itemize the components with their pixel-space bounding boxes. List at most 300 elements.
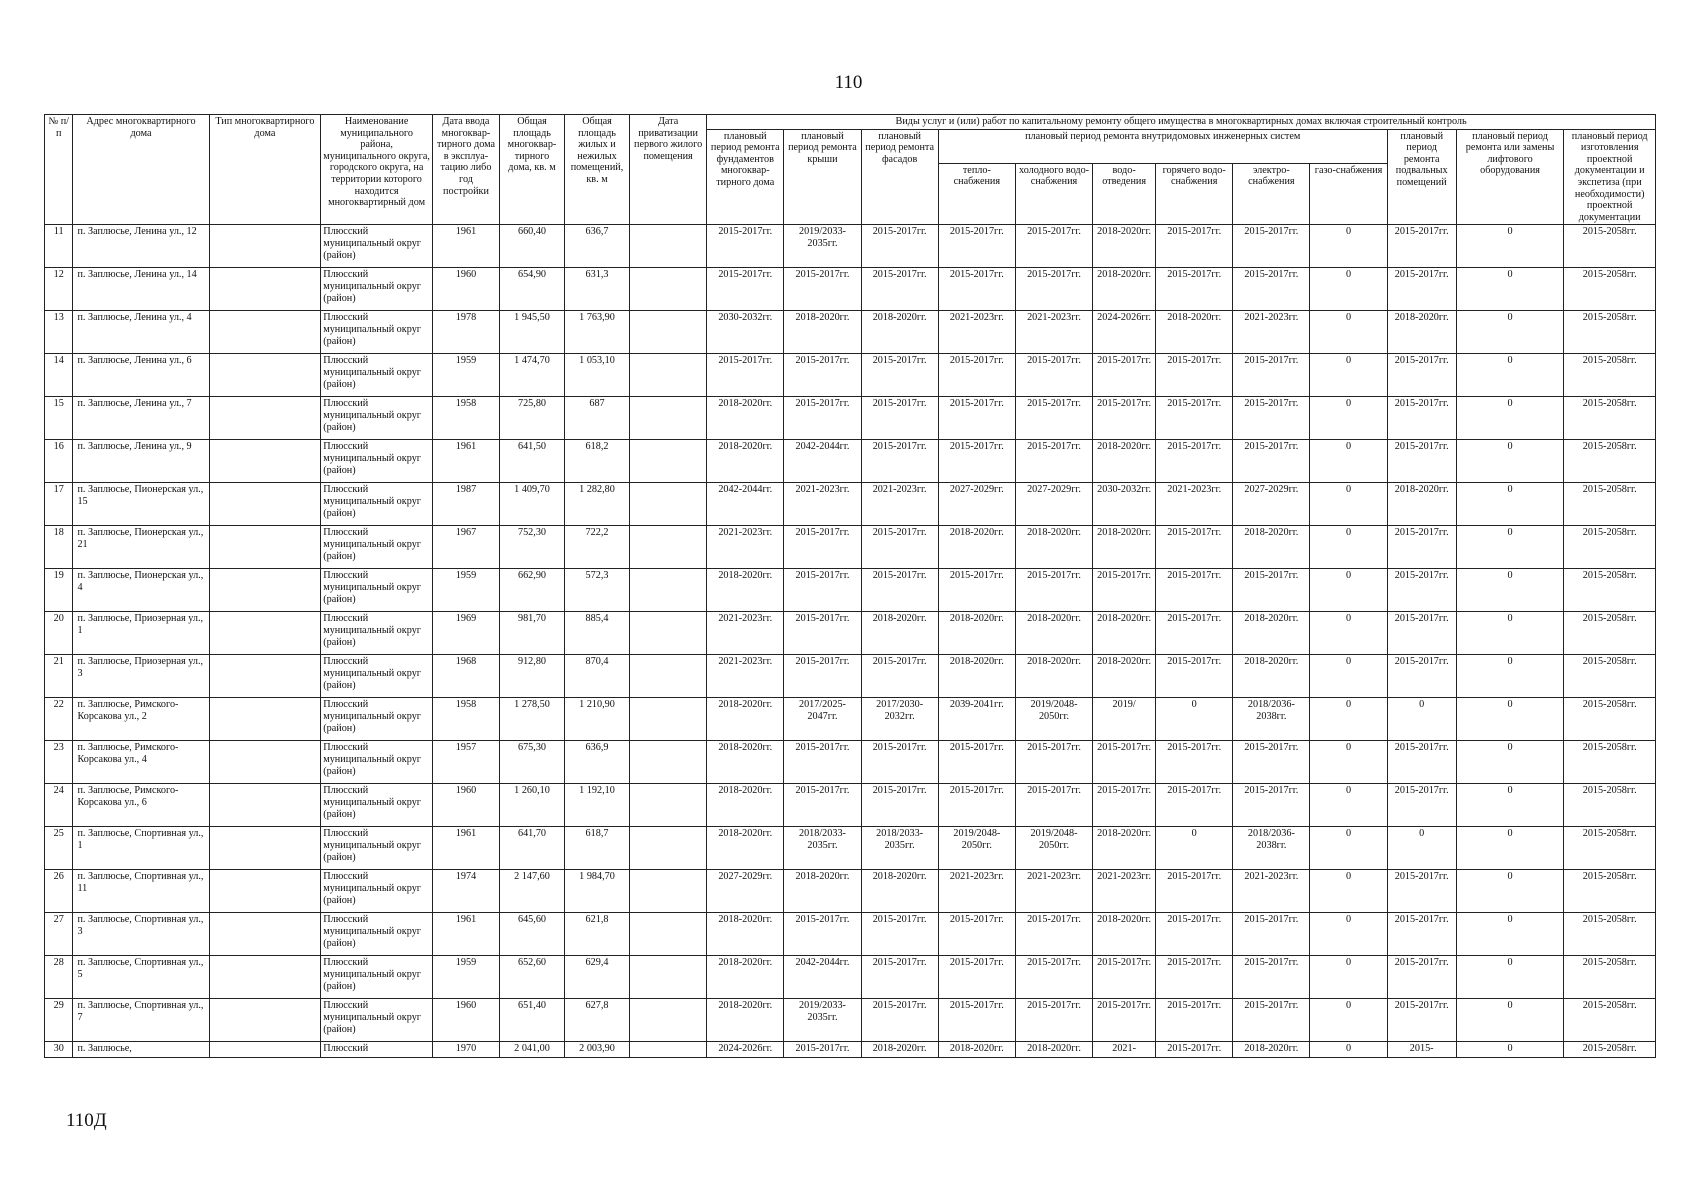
cell-roof: 2015-2017гг. <box>784 268 861 311</box>
cell-roof: 2015-2017гг. <box>784 526 861 569</box>
cell-design: 2015-2058гг. <box>1564 655 1656 698</box>
cell-living-area: 618,2 <box>565 440 630 483</box>
cell-living-area: 722,2 <box>565 526 630 569</box>
cell-cold-water: 2015-2017гг. <box>1015 999 1092 1042</box>
cell-roof: 2019/2033-2035гг. <box>784 999 861 1042</box>
cell-privatization <box>630 913 707 956</box>
cell-district: Плюсский муниципальный округ (район) <box>321 268 433 311</box>
cell-privatization <box>630 311 707 354</box>
cell-gas: 0 <box>1310 698 1387 741</box>
cell-year: 1967 <box>432 526 499 569</box>
cell-year: 1974 <box>432 870 499 913</box>
cell-address: п. Заплюсье, Ленина ул., 4 <box>73 311 209 354</box>
cell-facade: 2015-2017гг. <box>861 397 938 440</box>
cell-hot-water: 2015-2017гг. <box>1156 956 1233 999</box>
cell-type <box>209 440 321 483</box>
cell-year: 1969 <box>432 612 499 655</box>
cell-living-area: 1 282,80 <box>565 483 630 526</box>
cell-heat: 2018-2020гг. <box>938 612 1015 655</box>
cell-sewer: 2018-2020гг. <box>1093 440 1156 483</box>
cell-foundation: 2018-2020гг. <box>707 913 784 956</box>
header-basement: плановый период ремонта подвальных помещений <box>1387 129 1456 225</box>
cell-total-area: 652,60 <box>500 956 565 999</box>
header-living-area: Общая площадь жилых и нежилых помещений, кв. м <box>565 115 630 225</box>
cell-basement: 2015-2017гг. <box>1387 354 1456 397</box>
cell-electric: 2015-2017гг. <box>1233 741 1310 784</box>
cell-address: п. Заплюсье, Пионерская ул., 4 <box>73 569 209 612</box>
cell-privatization <box>630 397 707 440</box>
cell-hot-water: 0 <box>1156 827 1233 870</box>
cell-hot-water: 2015-2017гг. <box>1156 655 1233 698</box>
cell-district: Плюсский муниципальный округ (район) <box>321 784 433 827</box>
header-type: Тип многоквартирного дома <box>209 115 321 225</box>
cell-basement: 2015-2017гг. <box>1387 440 1456 483</box>
capital-repair-table <box>44 114 1656 1058</box>
cell-address: п. Заплюсье, Спортивная ул., 7 <box>73 999 209 1042</box>
cell-total-area: 2 147,60 <box>500 870 565 913</box>
table-row <box>45 483 1656 526</box>
cell-heat: 2018-2020гг. <box>938 1042 1015 1058</box>
cell-year: 1961 <box>432 440 499 483</box>
cell-heat: 2015-2017гг. <box>938 354 1015 397</box>
cell-elevator: 0 <box>1456 784 1564 827</box>
cell-address: п. Заплюсье, Ленина ул., 7 <box>73 397 209 440</box>
cell-electric: 2018-2020гг. <box>1233 612 1310 655</box>
cell-elevator: 0 <box>1456 225 1564 268</box>
cell-basement: 2015-2017гг. <box>1387 268 1456 311</box>
cell-gas: 0 <box>1310 440 1387 483</box>
cell-elevator: 0 <box>1456 440 1564 483</box>
cell-gas: 0 <box>1310 397 1387 440</box>
cell-elevator: 0 <box>1456 655 1564 698</box>
cell-gas: 0 <box>1310 526 1387 569</box>
cell-foundation: 2021-2023гг. <box>707 526 784 569</box>
cell-foundation: 2018-2020гг. <box>707 569 784 612</box>
table-row <box>45 741 1656 784</box>
cell-privatization <box>630 827 707 870</box>
cell-privatization <box>630 268 707 311</box>
cell-facade: 2015-2017гг. <box>861 526 938 569</box>
table-row <box>45 268 1656 311</box>
cell-cold-water: 2018-2020гг. <box>1015 655 1092 698</box>
cell-address: п. Заплюсье, Ленина ул., 6 <box>73 354 209 397</box>
cell-sewer: 2018-2020гг. <box>1093 913 1156 956</box>
cell-type <box>209 827 321 870</box>
cell-roof: 2015-2017гг. <box>784 569 861 612</box>
cell-gas: 0 <box>1310 569 1387 612</box>
cell-district: Плюсский муниципальный округ (район) <box>321 741 433 784</box>
cell-facade: 2018-2020гг. <box>861 612 938 655</box>
cell-year: 1959 <box>432 569 499 612</box>
cell-heat: 2021-2023гг. <box>938 311 1015 354</box>
cell-district: Плюсский муниципальный округ (район) <box>321 827 433 870</box>
cell-year: 1970 <box>432 1042 499 1058</box>
cell-gas: 0 <box>1310 956 1387 999</box>
cell-address: п. Заплюсье, Спортивная ул., 1 <box>73 827 209 870</box>
cell-num: 13 <box>45 311 73 354</box>
cell-address: п. Заплюсье, Приозерная ул., 3 <box>73 655 209 698</box>
cell-total-area: 725,80 <box>500 397 565 440</box>
cell-privatization <box>630 698 707 741</box>
cell-electric: 2027-2029гг. <box>1233 483 1310 526</box>
cell-type <box>209 956 321 999</box>
cell-roof: 2018-2020гг. <box>784 311 861 354</box>
table-row <box>45 526 1656 569</box>
cell-living-area: 1 763,90 <box>565 311 630 354</box>
cell-address: п. Заплюсье, Ленина ул., 12 <box>73 225 209 268</box>
cell-electric: 2015-2017гг. <box>1233 956 1310 999</box>
header-design: плановый период изготовления проектной документации и экспетиза (при необходимости) проектной документации <box>1564 129 1656 225</box>
cell-sewer: 2015-2017гг. <box>1093 569 1156 612</box>
cell-heat: 2027-2029гг. <box>938 483 1015 526</box>
cell-privatization <box>630 655 707 698</box>
cell-basement: 2015-2017гг. <box>1387 741 1456 784</box>
cell-num: 27 <box>45 913 73 956</box>
cell-total-area: 1 474,70 <box>500 354 565 397</box>
header-electric: электро-снабжения <box>1233 163 1310 225</box>
table-row <box>45 827 1656 870</box>
cell-living-area: 870,4 <box>565 655 630 698</box>
cell-gas: 0 <box>1310 741 1387 784</box>
cell-privatization <box>630 870 707 913</box>
cell-year: 1960 <box>432 268 499 311</box>
table-row <box>45 913 1656 956</box>
cell-facade: 2015-2017гг. <box>861 784 938 827</box>
cell-total-area: 641,50 <box>500 440 565 483</box>
cell-facade: 2017/2030-2032гг. <box>861 698 938 741</box>
cell-num: 19 <box>45 569 73 612</box>
cell-electric: 2015-2017гг. <box>1233 913 1310 956</box>
cell-district: Плюсский муниципальный округ (район) <box>321 999 433 1042</box>
cell-elevator: 0 <box>1456 1042 1564 1058</box>
cell-electric: 2015-2017гг. <box>1233 225 1310 268</box>
header-year: Дата ввода многоквар-тирного дома в эксплуа-тацию либо год постройки <box>432 115 499 225</box>
cell-facade: 2015-2017гг. <box>861 913 938 956</box>
cell-cold-water: 2015-2017гг. <box>1015 569 1092 612</box>
cell-district: Плюсский муниципальный округ (район) <box>321 225 433 268</box>
cell-total-area: 1 260,10 <box>500 784 565 827</box>
cell-roof: 2019/2033-2035гг. <box>784 225 861 268</box>
cell-foundation: 2018-2020гг. <box>707 440 784 483</box>
cell-sewer: 2015-2017гг. <box>1093 397 1156 440</box>
cell-total-area: 654,90 <box>500 268 565 311</box>
cell-basement: 2015-2017гг. <box>1387 956 1456 999</box>
cell-sewer: 2015-2017гг. <box>1093 784 1156 827</box>
cell-roof: 2015-2017гг. <box>784 354 861 397</box>
cell-year: 1958 <box>432 698 499 741</box>
cell-address: п. Заплюсье, Пионерская ул., 21 <box>73 526 209 569</box>
cell-address: п. Заплюсье, Ленина ул., 9 <box>73 440 209 483</box>
cell-district: Плюсский муниципальный округ (район) <box>321 655 433 698</box>
cell-year: 1961 <box>432 827 499 870</box>
cell-electric: 2018/2036-2038гг. <box>1233 827 1310 870</box>
cell-gas: 0 <box>1310 354 1387 397</box>
cell-roof: 2021-2023гг. <box>784 483 861 526</box>
cell-electric: 2018-2020гг. <box>1233 655 1310 698</box>
table-row <box>45 225 1656 268</box>
cell-facade: 2015-2017гг. <box>861 956 938 999</box>
cell-design: 2015-2058гг. <box>1564 440 1656 483</box>
cell-gas: 0 <box>1310 225 1387 268</box>
cell-heat: 2015-2017гг. <box>938 784 1015 827</box>
cell-facade: 2018-2020гг. <box>861 1042 938 1058</box>
cell-cold-water: 2018-2020гг. <box>1015 526 1092 569</box>
cell-hot-water: 2015-2017гг. <box>1156 612 1233 655</box>
cell-design: 2015-2058гг. <box>1564 827 1656 870</box>
cell-living-area: 1 192,10 <box>565 784 630 827</box>
cell-num: 30 <box>45 1042 73 1058</box>
table-body <box>45 225 1656 1058</box>
cell-electric: 2015-2017гг. <box>1233 569 1310 612</box>
cell-living-area: 621,8 <box>565 913 630 956</box>
cell-basement: 0 <box>1387 698 1456 741</box>
cell-sewer: 2021-2023гг. <box>1093 870 1156 913</box>
cell-basement: 2015-2017гг. <box>1387 225 1456 268</box>
cell-sewer: 2024-2026гг. <box>1093 311 1156 354</box>
cell-type <box>209 483 321 526</box>
cell-elevator: 0 <box>1456 612 1564 655</box>
cell-facade: 2015-2017гг. <box>861 655 938 698</box>
cell-district: Плюсский муниципальный округ (район) <box>321 698 433 741</box>
cell-type <box>209 784 321 827</box>
cell-heat: 2018-2020гг. <box>938 526 1015 569</box>
cell-cold-water: 2021-2023гг. <box>1015 870 1092 913</box>
cell-total-area: 1 409,70 <box>500 483 565 526</box>
cell-cold-water: 2018-2020гг. <box>1015 1042 1092 1058</box>
cell-type <box>209 870 321 913</box>
cell-foundation: 2030-2032гг. <box>707 311 784 354</box>
cell-privatization <box>630 225 707 268</box>
cell-elevator: 0 <box>1456 698 1564 741</box>
cell-facade: 2021-2023гг. <box>861 483 938 526</box>
cell-elevator: 0 <box>1456 999 1564 1042</box>
cell-type <box>209 268 321 311</box>
cell-type <box>209 526 321 569</box>
cell-living-area: 627,8 <box>565 999 630 1042</box>
page-number: 110 <box>834 72 863 93</box>
cell-living-area: 631,3 <box>565 268 630 311</box>
cell-hot-water: 2015-2017гг. <box>1156 268 1233 311</box>
cell-address: п. Заплюсье, Римского-Корсакова ул., 2 <box>73 698 209 741</box>
cell-design: 2015-2058гг. <box>1564 698 1656 741</box>
cell-living-area: 2 003,90 <box>565 1042 630 1058</box>
cell-design: 2015-2058гг. <box>1564 784 1656 827</box>
cell-sewer: 2018-2020гг. <box>1093 526 1156 569</box>
cell-elevator: 0 <box>1456 526 1564 569</box>
cell-district: Плюсский муниципальный округ (район) <box>321 526 433 569</box>
cell-district: Плюсский муниципальный округ (район) <box>321 870 433 913</box>
cell-hot-water: 2015-2017гг. <box>1156 1042 1233 1058</box>
cell-district: Плюсский муниципальный округ (район) <box>321 913 433 956</box>
cell-gas: 0 <box>1310 784 1387 827</box>
cell-num: 29 <box>45 999 73 1042</box>
cell-design: 2015-2058гг. <box>1564 569 1656 612</box>
cell-electric: 2021-2023гг. <box>1233 311 1310 354</box>
cell-heat: 2015-2017гг. <box>938 956 1015 999</box>
cell-electric: 2018-2020гг. <box>1233 526 1310 569</box>
cell-year: 1961 <box>432 913 499 956</box>
cell-roof: 2042-2044гг. <box>784 956 861 999</box>
cell-basement: 2015-2017гг. <box>1387 526 1456 569</box>
cell-hot-water: 0 <box>1156 698 1233 741</box>
cell-address: п. Заплюсье, Спортивная ул., 3 <box>73 913 209 956</box>
cell-elevator: 0 <box>1456 569 1564 612</box>
cell-living-area: 687 <box>565 397 630 440</box>
cell-roof: 2015-2017гг. <box>784 784 861 827</box>
cell-heat: 2015-2017гг. <box>938 913 1015 956</box>
cell-type <box>209 225 321 268</box>
cell-design: 2015-2058гг. <box>1564 1042 1656 1058</box>
cell-privatization <box>630 956 707 999</box>
cell-cold-water: 2018-2020гг. <box>1015 612 1092 655</box>
cell-cold-water: 2015-2017гг. <box>1015 440 1092 483</box>
cell-num: 28 <box>45 956 73 999</box>
cell-year: 1968 <box>432 655 499 698</box>
cell-type <box>209 354 321 397</box>
cell-elevator: 0 <box>1456 956 1564 999</box>
cell-type <box>209 397 321 440</box>
cell-district: Плюсский муниципальный округ (район) <box>321 569 433 612</box>
header-works-group: Виды услуг и (или) работ по капитальному ремонту общего имущества в многоквартирных домах включая строительный контроль <box>707 115 1656 130</box>
table-row <box>45 440 1656 483</box>
cell-district: Плюсский <box>321 1042 433 1058</box>
cell-design: 2015-2058гг. <box>1564 354 1656 397</box>
cell-design: 2015-2058гг. <box>1564 268 1656 311</box>
cell-num: 17 <box>45 483 73 526</box>
cell-elevator: 0 <box>1456 397 1564 440</box>
cell-sewer: 2015-2017гг. <box>1093 741 1156 784</box>
cell-sewer: 2018-2020гг. <box>1093 655 1156 698</box>
cell-district: Плюсский муниципальный округ (район) <box>321 612 433 655</box>
cell-num: 20 <box>45 612 73 655</box>
cell-year: 1960 <box>432 999 499 1042</box>
cell-hot-water: 2015-2017гг. <box>1156 440 1233 483</box>
cell-electric: 2018/2036-2038гг. <box>1233 698 1310 741</box>
cell-heat: 2015-2017гг. <box>938 268 1015 311</box>
cell-district: Плюсский муниципальный округ (район) <box>321 397 433 440</box>
cell-electric: 2015-2017гг. <box>1233 784 1310 827</box>
cell-num: 12 <box>45 268 73 311</box>
cell-num: 21 <box>45 655 73 698</box>
cell-sewer: 2018-2020гг. <box>1093 268 1156 311</box>
cell-foundation: 2018-2020гг. <box>707 827 784 870</box>
cell-roof: 2042-2044гг. <box>784 440 861 483</box>
table-row <box>45 311 1656 354</box>
cell-basement: 2015-2017гг. <box>1387 397 1456 440</box>
cell-foundation: 2018-2020гг. <box>707 741 784 784</box>
cell-gas: 0 <box>1310 655 1387 698</box>
cell-hot-water: 2015-2017гг. <box>1156 784 1233 827</box>
table-row <box>45 1042 1656 1058</box>
cell-cold-water: 2015-2017гг. <box>1015 354 1092 397</box>
cell-sewer: 2018-2020гг. <box>1093 225 1156 268</box>
cell-num: 23 <box>45 741 73 784</box>
cell-basement: 2015-2017гг. <box>1387 569 1456 612</box>
cell-roof: 2015-2017гг. <box>784 397 861 440</box>
cell-total-area: 981,70 <box>500 612 565 655</box>
cell-year: 1959 <box>432 354 499 397</box>
cell-design: 2015-2058гг. <box>1564 225 1656 268</box>
cell-cold-water: 2015-2017гг. <box>1015 397 1092 440</box>
cell-living-area: 618,7 <box>565 827 630 870</box>
cell-hot-water: 2015-2017гг. <box>1156 569 1233 612</box>
cell-living-area: 1 210,90 <box>565 698 630 741</box>
cell-hot-water: 2015-2017гг. <box>1156 913 1233 956</box>
cell-living-area: 1 984,70 <box>565 870 630 913</box>
cell-type <box>209 655 321 698</box>
cell-design: 2015-2058гг. <box>1564 483 1656 526</box>
cell-hot-water: 2015-2017гг. <box>1156 870 1233 913</box>
header-privatization: Дата приватизации первого жилого помещения <box>630 115 707 225</box>
cell-num: 16 <box>45 440 73 483</box>
cell-facade: 2018/2033-2035гг. <box>861 827 938 870</box>
cell-cold-water: 2015-2017гг. <box>1015 784 1092 827</box>
cell-electric: 2015-2017гг. <box>1233 440 1310 483</box>
cell-hot-water: 2015-2017гг. <box>1156 225 1233 268</box>
cell-privatization <box>630 784 707 827</box>
cell-basement: 2015-2017гг. <box>1387 870 1456 913</box>
cell-roof: 2015-2017гг. <box>784 913 861 956</box>
cell-total-area: 641,70 <box>500 827 565 870</box>
cell-address: п. Заплюсье, Римского-Корсакова ул., 4 <box>73 741 209 784</box>
cell-district: Плюсский муниципальный округ (район) <box>321 311 433 354</box>
cell-sewer: 2015-2017гг. <box>1093 999 1156 1042</box>
cell-cold-water: 2027-2029гг. <box>1015 483 1092 526</box>
header-elevator: плановый период ремонта или замены лифтового оборудования <box>1456 129 1564 225</box>
cell-total-area: 912,80 <box>500 655 565 698</box>
cell-privatization <box>630 354 707 397</box>
cell-heat: 2015-2017гг. <box>938 397 1015 440</box>
cell-foundation: 2015-2017гг. <box>707 268 784 311</box>
cell-facade: 2018-2020гг. <box>861 870 938 913</box>
cell-elevator: 0 <box>1456 268 1564 311</box>
cell-cold-water: 2015-2017гг. <box>1015 268 1092 311</box>
cell-elevator: 0 <box>1456 913 1564 956</box>
cell-roof: 2015-2017гг. <box>784 612 861 655</box>
table-row <box>45 569 1656 612</box>
cell-facade: 2015-2017гг. <box>861 440 938 483</box>
cell-facade: 2015-2017гг. <box>861 999 938 1042</box>
cell-hot-water: 2021-2023гг. <box>1156 483 1233 526</box>
cell-address: п. Заплюсье, <box>73 1042 209 1058</box>
cell-sewer: 2021- <box>1093 1042 1156 1058</box>
cell-cold-water: 2015-2017гг. <box>1015 913 1092 956</box>
cell-gas: 0 <box>1310 827 1387 870</box>
cell-design: 2015-2058гг. <box>1564 913 1656 956</box>
table-row <box>45 999 1656 1042</box>
cell-foundation: 2021-2023гг. <box>707 612 784 655</box>
cell-foundation: 2015-2017гг. <box>707 225 784 268</box>
cell-cold-water: 2021-2023гг. <box>1015 311 1092 354</box>
table-row <box>45 870 1656 913</box>
cell-total-area: 660,40 <box>500 225 565 268</box>
cell-num: 24 <box>45 784 73 827</box>
cell-heat: 2015-2017гг. <box>938 569 1015 612</box>
cell-num: 25 <box>45 827 73 870</box>
cell-privatization <box>630 483 707 526</box>
cell-foundation: 2024-2026гг. <box>707 1042 784 1058</box>
header-district: Наименование муниципального района, муниципального округа, городского округа, на территории которого находится многоквартирный дом <box>321 115 433 225</box>
cell-heat: 2015-2017гг. <box>938 741 1015 784</box>
cell-elevator: 0 <box>1456 483 1564 526</box>
cell-facade: 2015-2017гг. <box>861 569 938 612</box>
cell-type <box>209 999 321 1042</box>
cell-district: Плюсский муниципальный округ (район) <box>321 440 433 483</box>
cell-roof: 2017/2025-2047гг. <box>784 698 861 741</box>
cell-roof: 2015-2017гг. <box>784 655 861 698</box>
cell-sewer: 2030-2032гг. <box>1093 483 1156 526</box>
cell-elevator: 0 <box>1456 827 1564 870</box>
